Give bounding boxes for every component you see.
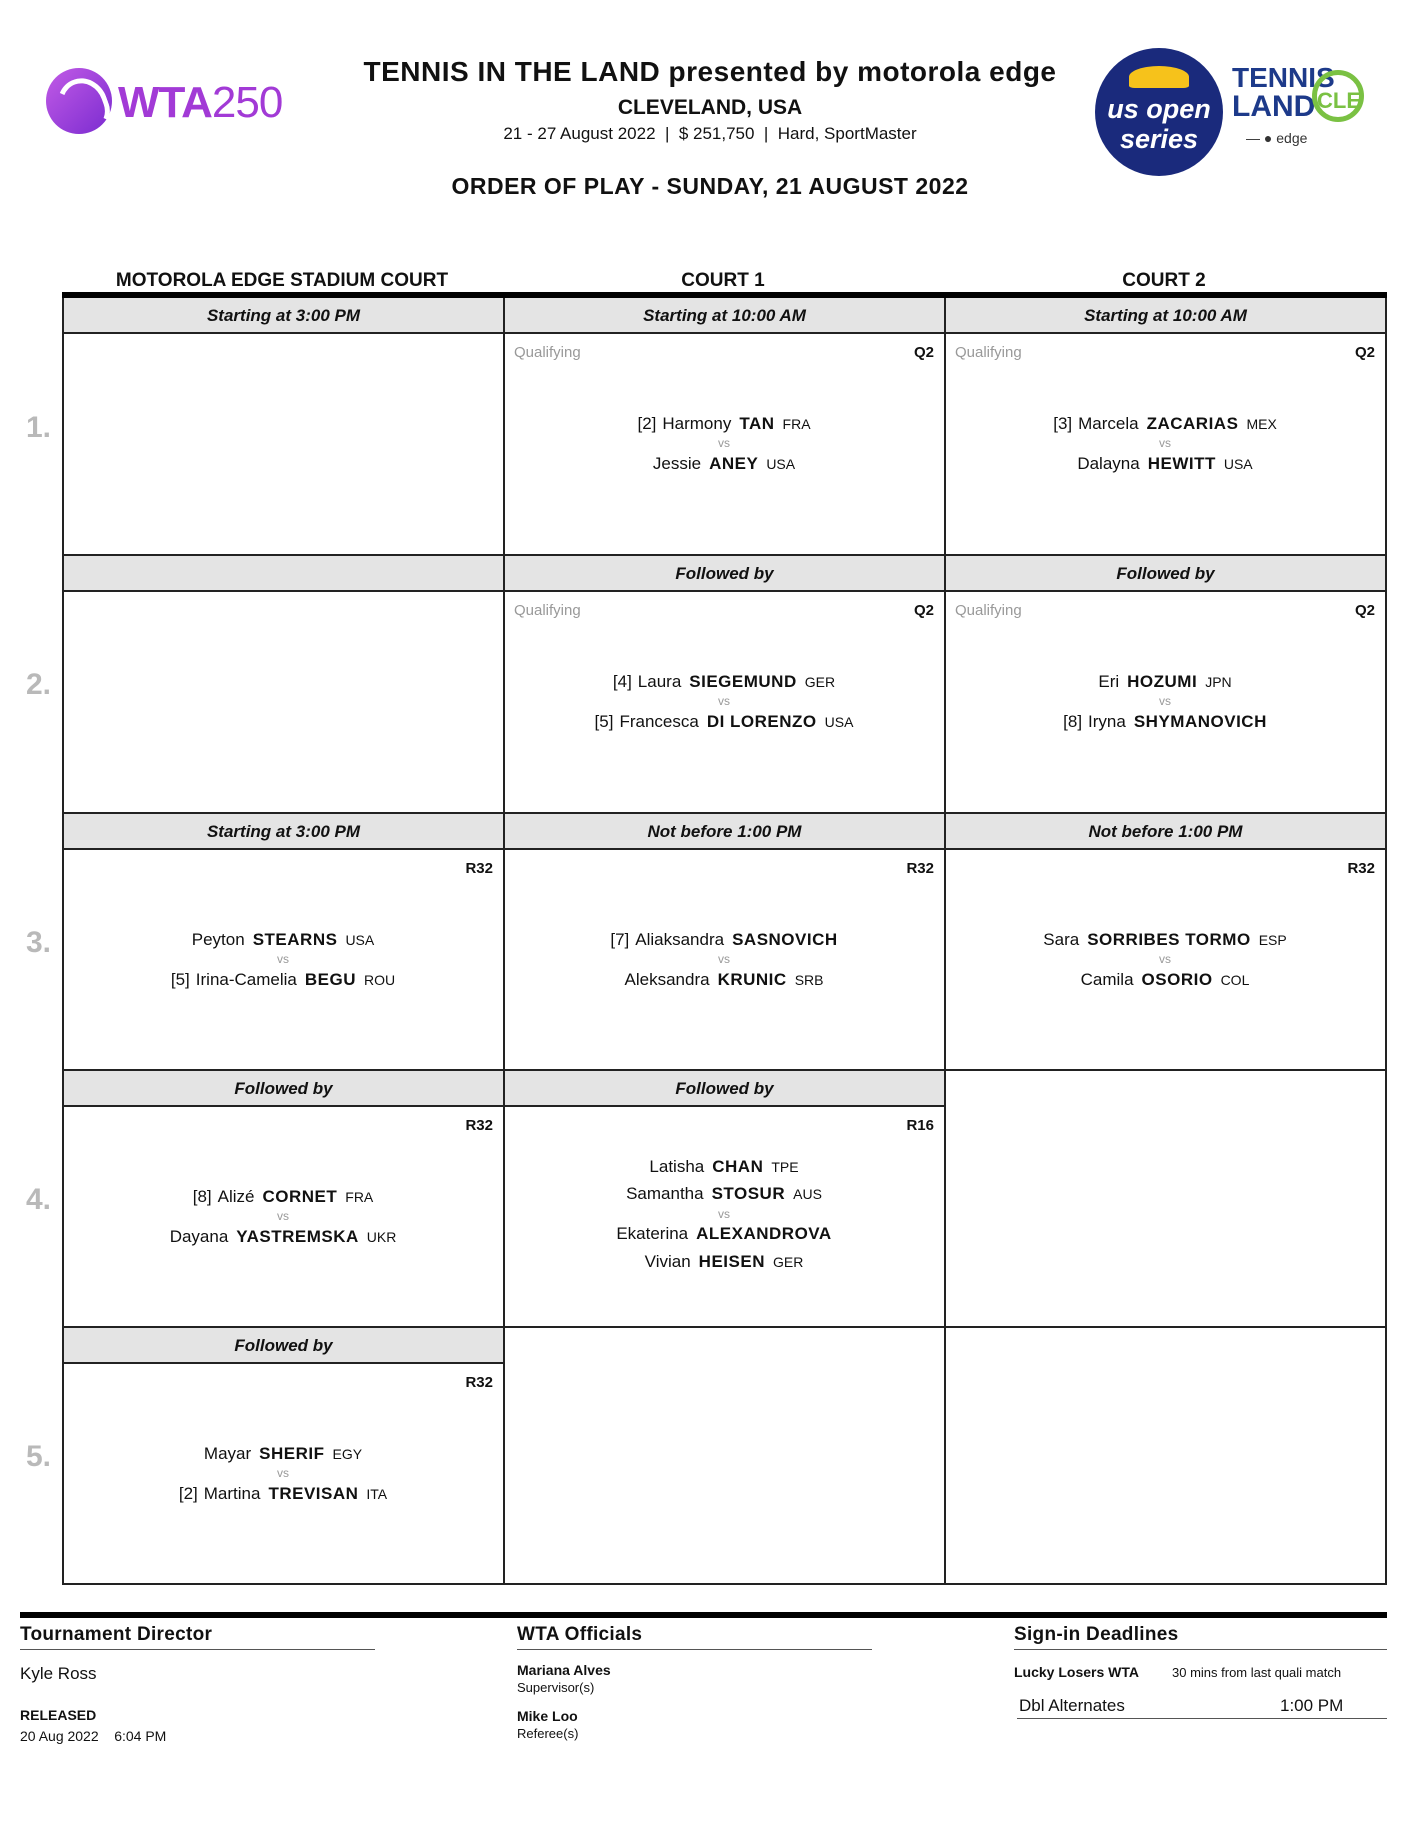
official-role: Supervisor(s) <box>517 1680 595 1695</box>
vs-label: vs <box>277 1466 289 1480</box>
match-type: Qualifying <box>955 602 1022 619</box>
divider <box>517 1649 872 1650</box>
flame-icon <box>1129 66 1189 88</box>
tournament-location: CLEVELAND, USA <box>617 96 803 119</box>
official-role: Referee(s) <box>517 1726 579 1741</box>
time-band: Followed by <box>505 1071 944 1107</box>
player-line <box>945 930 1385 950</box>
player-first-name: Samantha <box>626 1184 704 1203</box>
player-nationality: FRA <box>345 1189 374 1205</box>
player-line <box>504 414 944 434</box>
player-last-name: ANEY <box>709 454 759 473</box>
cle-badge: CLE <box>1312 70 1364 122</box>
wta-tier: 250 <box>211 78 283 127</box>
time-band: Starting at 10:00 AM <box>946 298 1385 334</box>
player-first-name: Marcela <box>1078 414 1139 433</box>
player-first-name: Sara <box>1043 930 1080 949</box>
player-line <box>504 970 944 990</box>
player-first-name: Camila <box>1080 970 1134 989</box>
tennisland-line1: TENNIS <box>1232 62 1335 93</box>
player-line <box>63 1484 503 1504</box>
player-last-name: SORRIBES TORMO <box>1087 930 1251 949</box>
player-line <box>504 1224 944 1244</box>
player-line <box>945 712 1385 732</box>
match-cell <box>945 334 1385 554</box>
player-last-name: KRUNIC <box>717 970 787 989</box>
player-line <box>63 1187 503 1207</box>
match-type: Qualifying <box>514 344 581 361</box>
court-header-court1: COURT 1 <box>681 270 765 291</box>
match-type: Qualifying <box>514 602 581 619</box>
tennisland-line2: LAND <box>1232 90 1316 123</box>
match-round: Q2 <box>913 602 934 619</box>
official-name: Mike Loo <box>517 1708 578 1724</box>
match-round: R32 <box>465 860 493 877</box>
player-last-name: DI LORENZO <box>706 712 817 731</box>
player-seed: [4] <box>612 672 632 691</box>
player-nationality: USA <box>824 714 854 730</box>
match-round: R16 <box>906 1117 934 1134</box>
tournament-details: 21 - 27 August 2022 | $ 251,750 | Hard, SportMaster <box>503 124 917 143</box>
match-round: R32 <box>465 1374 493 1391</box>
player-last-name: SHERIF <box>259 1444 325 1463</box>
player-first-name: Dayana <box>169 1227 229 1246</box>
player-seed: [8] <box>192 1187 212 1206</box>
divider <box>1017 1718 1387 1719</box>
player-nationality: SRB <box>794 972 824 988</box>
time-band: Starting at 10:00 AM <box>505 298 944 334</box>
tennis-in-the-land-logo <box>1230 64 1370 154</box>
vs-label: vs <box>1159 952 1171 966</box>
player-nationality: TPE <box>771 1159 799 1175</box>
player-last-name: SHYMANOVICH <box>1133 712 1267 731</box>
player-last-name: SIEGEMUND <box>689 672 797 691</box>
player-line <box>945 970 1385 990</box>
player-nationality: JPN <box>1205 674 1232 690</box>
player-last-name: SASNOVICH <box>732 930 838 949</box>
match-cell <box>504 592 944 812</box>
vs-label: vs <box>718 694 730 708</box>
player-last-name: BEGU <box>304 970 356 989</box>
player-last-name: HEISEN <box>698 1252 765 1271</box>
player-first-name: Harmony <box>662 414 732 433</box>
us-open-series-logo <box>1095 48 1223 176</box>
player-nationality: ROU <box>364 972 396 988</box>
player-line <box>504 454 944 474</box>
player-line <box>504 1157 944 1177</box>
player-first-name: Irina-Camelia <box>195 970 297 989</box>
time-band: Starting at 3:00 PM <box>64 814 503 850</box>
player-seed: [5] <box>170 970 190 989</box>
match-cell <box>63 850 503 1069</box>
match-cell <box>504 334 944 554</box>
player-first-name: Eri <box>1098 672 1120 691</box>
player-nationality: USA <box>345 932 375 948</box>
time-band: Not before 1:00 PM <box>946 814 1385 850</box>
grid-line <box>62 1583 1387 1585</box>
vs-label: vs <box>1159 436 1171 450</box>
player-seed: [7] <box>610 930 630 949</box>
court-header-court2: COURT 2 <box>1122 270 1206 291</box>
grid-line <box>1385 298 1387 1585</box>
divider <box>1014 1649 1387 1650</box>
footer-rule <box>20 1612 1387 1618</box>
motorola-edge-mark: — ● edge <box>1246 130 1308 146</box>
released-label: RELEASED <box>20 1707 97 1723</box>
player-nationality: MEX <box>1246 416 1277 432</box>
player-line <box>945 672 1385 692</box>
player-last-name: HEWITT <box>1147 454 1216 473</box>
player-first-name: Aliaksandra <box>635 930 725 949</box>
player-last-name: TREVISAN <box>268 1484 359 1503</box>
player-last-name: OSORIO <box>1141 970 1213 989</box>
player-first-name: Ekaterina <box>616 1224 689 1243</box>
player-nationality: GER <box>772 1254 804 1270</box>
player-seed: [2] <box>178 1484 198 1503</box>
player-seed: [8] <box>1063 712 1083 731</box>
tournament-director-heading: Tournament Director <box>20 1624 213 1645</box>
match-cell <box>945 592 1385 812</box>
row-number: 1. <box>26 411 52 444</box>
player-nationality: USA <box>1223 456 1253 472</box>
wta250-logo <box>42 62 302 144</box>
row-number: 4. <box>26 1183 52 1216</box>
player-first-name: Dalayna <box>1077 454 1140 473</box>
doubles-match-cell <box>504 1107 944 1326</box>
row-number: 5. <box>26 1440 52 1473</box>
tournament-title: TENNIS IN THE LAND presented by motorola edge <box>363 56 1057 87</box>
match-round: Q2 <box>913 344 934 361</box>
player-last-name: CORNET <box>262 1187 338 1206</box>
row-number: 3. <box>26 926 52 959</box>
order-of-play-title: ORDER OF PLAY - SUNDAY, 21 AUGUST 2022 <box>451 173 969 199</box>
player-last-name: CHAN <box>712 1157 764 1176</box>
player-first-name: Jessie <box>652 454 702 473</box>
player-nationality: ITA <box>366 1486 388 1502</box>
match-round: R32 <box>1347 860 1375 877</box>
player-line <box>63 970 503 990</box>
wta-brand: WTA <box>118 78 212 127</box>
player-line <box>945 414 1385 434</box>
player-first-name: Peyton <box>191 930 245 949</box>
player-line <box>504 1252 944 1272</box>
player-line <box>504 1184 944 1204</box>
player-first-name: Latisha <box>649 1157 705 1176</box>
match-round: R32 <box>906 860 934 877</box>
player-seed: [2] <box>637 414 657 433</box>
player-nationality: FRA <box>782 416 811 432</box>
vs-label: vs <box>718 1207 730 1221</box>
player-line <box>945 454 1385 474</box>
us-open-logo-line2: series <box>1119 124 1199 154</box>
player-nationality: UKR <box>366 1229 397 1245</box>
player-last-name: ZACARIAS <box>1146 414 1239 433</box>
sign-in-deadlines-heading: Sign-in Deadlines <box>1014 1624 1179 1645</box>
match-type: Qualifying <box>955 344 1022 361</box>
time-band: Followed by <box>946 556 1385 592</box>
match-cell <box>504 850 944 1069</box>
player-last-name: STEARNS <box>252 930 338 949</box>
player-nationality: GER <box>804 674 836 690</box>
divider <box>20 1649 375 1650</box>
wta-player-icon <box>46 68 112 134</box>
time-band <box>64 556 503 592</box>
player-last-name: TAN <box>739 414 775 433</box>
time-band: Starting at 3:00 PM <box>64 298 503 334</box>
time-band: Not before 1:00 PM <box>505 814 944 850</box>
player-seed: [3] <box>1053 414 1073 433</box>
match-cell <box>63 1364 503 1583</box>
match-cell <box>63 1107 503 1326</box>
tournament-director-name: Kyle Ross <box>20 1664 97 1683</box>
player-line <box>63 930 503 950</box>
player-first-name: Francesca <box>619 712 699 731</box>
released-datetime: 20 Aug 2022 6:04 PM <box>20 1728 167 1744</box>
vs-label: vs <box>277 1209 289 1223</box>
time-band: Followed by <box>64 1071 503 1107</box>
player-last-name: YASTREMSKA <box>236 1227 359 1246</box>
dbl-alternates-deadline: 1:00 PM <box>1280 1696 1344 1715</box>
vs-label: vs <box>718 436 730 450</box>
row-number: 2. <box>26 668 52 701</box>
player-first-name: Vivian <box>644 1252 691 1271</box>
player-line <box>63 1444 503 1464</box>
match-round: R32 <box>465 1117 493 1134</box>
player-first-name: Alizé <box>217 1187 255 1206</box>
wta-logo-text <box>118 78 282 128</box>
edge-text: edge <box>1276 130 1308 146</box>
player-seed: [5] <box>594 712 614 731</box>
player-first-name: Laura <box>637 672 682 691</box>
match-round: Q2 <box>1354 344 1375 361</box>
player-line <box>63 1227 503 1247</box>
player-first-name: Martina <box>203 1484 261 1503</box>
match-round: Q2 <box>1354 602 1375 619</box>
us-open-logo-line1: us open <box>1107 94 1211 124</box>
court-header-stadium: MOTOROLA EDGE STADIUM COURT <box>115 270 449 291</box>
player-nationality: ESP <box>1258 932 1287 948</box>
match-cell <box>945 850 1385 1069</box>
dbl-alternates-label: Dbl Alternates <box>1019 1696 1125 1715</box>
wta-officials-heading: WTA Officials <box>517 1624 643 1645</box>
player-first-name: Mayar <box>203 1444 252 1463</box>
player-nationality: AUS <box>793 1186 822 1202</box>
vs-label: vs <box>1159 694 1171 708</box>
player-nationality: COL <box>1220 972 1250 988</box>
player-line <box>504 672 944 692</box>
player-first-name: Iryna <box>1088 712 1126 731</box>
player-last-name: STOSUR <box>711 1184 786 1203</box>
player-line <box>504 712 944 732</box>
player-nationality: EGY <box>332 1446 363 1462</box>
lucky-losers-deadline: 30 mins from last quali match <box>1172 1665 1342 1680</box>
player-last-name: ALEXANDROVA <box>696 1224 832 1243</box>
time-band: Followed by <box>505 556 944 592</box>
lucky-losers-label: Lucky Losers WTA <box>1014 1664 1139 1680</box>
player-line <box>504 930 944 950</box>
official-name: Mariana Alves <box>517 1662 611 1678</box>
time-band: Followed by <box>64 1328 503 1364</box>
vs-label: vs <box>277 952 289 966</box>
player-nationality: USA <box>766 456 796 472</box>
player-first-name: Aleksandra <box>624 970 710 989</box>
vs-label: vs <box>718 952 730 966</box>
player-last-name: HOZUMI <box>1127 672 1198 691</box>
